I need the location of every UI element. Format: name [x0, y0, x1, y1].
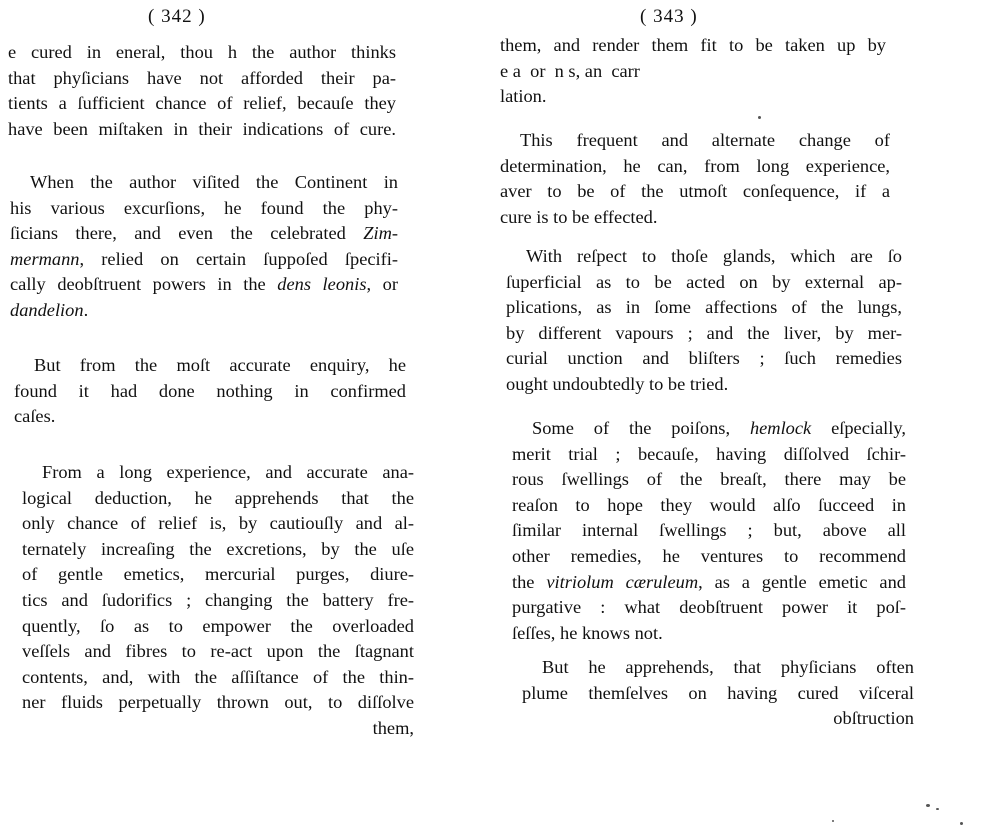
text-line: lation. [500, 86, 547, 107]
text-line: ſimilar internal ſwellings ; but, above all [512, 520, 906, 541]
text-line: them, and render them fit to be taken up by [500, 35, 886, 55]
right-paragraph-3 [506, 244, 902, 398]
left-paragraph-4 [22, 460, 414, 742]
text-line: veſſels and fibres to re-act upon the ſtagnant [22, 641, 414, 662]
text-line: quently, ſo as to empower the overloaded [22, 615, 414, 636]
text-line: aver to be of the utmoſt conſequence, if a [500, 181, 890, 202]
text-line: e cured in eneral, thou h the author thinks [8, 42, 396, 62]
text-line: cure is to be effected. [500, 206, 658, 227]
text-line: ner fluids perpetually thrown out, to diſſolve [22, 692, 414, 713]
text-line: merit trial ; becauſe, having diſſolved ſchir- [512, 443, 906, 464]
text-line: reaſon to hope they would alſo ſucceed in [512, 494, 906, 515]
italic-term: dens leonis [277, 274, 367, 295]
text-line: found it had done nothing in confirmed [14, 380, 406, 401]
right-paragraph-4 [512, 416, 906, 646]
catchword: them, [372, 717, 414, 738]
left-page-number: ( 342 ) [148, 6, 206, 27]
text-run: cally deobſtruent powers in the [10, 274, 266, 295]
scan-speck [936, 808, 939, 810]
text-line: that phyſicians have not afforded their pa- [8, 67, 396, 88]
text-line: have been miſtaken in their indications of cure. [8, 118, 396, 139]
text-line: This frequent and alternate change of [520, 130, 890, 150]
text-run: ſicians there, and even the celebrated [10, 223, 346, 244]
scan-speck [758, 116, 761, 119]
italic-term: dandelion [10, 299, 84, 320]
italic-term: vitriolum cæruleum [546, 571, 699, 592]
scan-speck [926, 804, 930, 807]
text-line: caſes. [14, 406, 56, 427]
text-line: determination, he can, from long experience, [500, 155, 890, 176]
text-line: ternately increaſing the excretions, by the uſe [22, 538, 414, 559]
text-line: ſuperficial as to be acted on by external ap- [506, 271, 902, 292]
text-run: , or [366, 274, 398, 295]
text-line: plications, as in ſome affections of the lungs, [506, 297, 902, 318]
text-line: of gentle emetics, mercurial purges, diure- [22, 564, 414, 585]
text-run: , as a gentle emetic and [698, 571, 906, 592]
text-run: , relied on certain ſuppoſed ſpecifi- [79, 248, 398, 269]
right-paragraph-5 [522, 655, 914, 732]
right-page-number: ( 343 ) [640, 6, 698, 27]
text-line: But he apprehends, that phyſicians often [542, 657, 914, 677]
text-line: only chance of relief is, by cautiouſly and al- [22, 513, 414, 534]
text-line: contents, and, with the aſſiſtance of the thin- [22, 666, 414, 687]
italic-term: hemlock [749, 418, 812, 438]
text-line: When the author viſited the Continent in [30, 172, 398, 192]
text-line: But from the moſt accurate enquiry, he [34, 355, 406, 375]
text-line: ought undoubtedly to be tried. [506, 373, 729, 394]
text-run: eſpecially, [831, 418, 906, 438]
text-line: tients a ſufficient chance of relief, becauſe they [8, 93, 396, 114]
text-line-mixed [512, 416, 906, 442]
left-paragraph-3 [14, 353, 406, 430]
text-line: plume themſelves on having cured viſceral [522, 682, 914, 703]
italic-name: Zim- [363, 223, 398, 244]
text-line-mixed [10, 272, 398, 298]
text-line: ſeſſes, he knows not. [512, 622, 663, 643]
text-line: curial unction and bliſters ; ſuch remedies [506, 348, 902, 369]
text-line-damaged: e a or n s, an carr [500, 60, 640, 81]
catchword: obſtruction [833, 708, 914, 729]
scan-speck [832, 820, 834, 822]
text-line: logical deduction, he apprehends that the [22, 487, 414, 508]
text-line: tics and ſudorifics ; changing the battery fre- [22, 589, 414, 610]
text-line: by different vapours ; and the liver, by mer- [506, 322, 902, 343]
left-paragraph-2 [10, 170, 398, 324]
text-line-mixed [10, 298, 398, 324]
left-paragraph-1 [8, 40, 396, 142]
text-line: his various excurſions, he found the phy- [10, 197, 398, 218]
text-run: . [83, 299, 89, 320]
italic-name: mermann [10, 248, 80, 269]
text-line-mixed [10, 247, 398, 273]
text-run: the [512, 571, 535, 592]
scan-speck [960, 822, 963, 825]
right-paragraph-1 [500, 33, 886, 110]
right-paragraph-2 [500, 128, 890, 230]
text-line-mixed [10, 221, 398, 247]
text-line: With reſpect to thoſe glands, which are ſo [526, 246, 902, 266]
text-line: rous ſwellings of the breaſt, there may be [512, 469, 906, 490]
text-run: Some of the poiſons, [532, 418, 731, 438]
right-page [500, 0, 1000, 838]
text-line: other remedies, he ventures to recommend [512, 545, 906, 566]
text-line: From a long experience, and accurate ana- [42, 462, 414, 482]
text-line: purgative : what deobſtruent power it poſ- [512, 597, 906, 618]
text-line-mixed [512, 570, 906, 596]
